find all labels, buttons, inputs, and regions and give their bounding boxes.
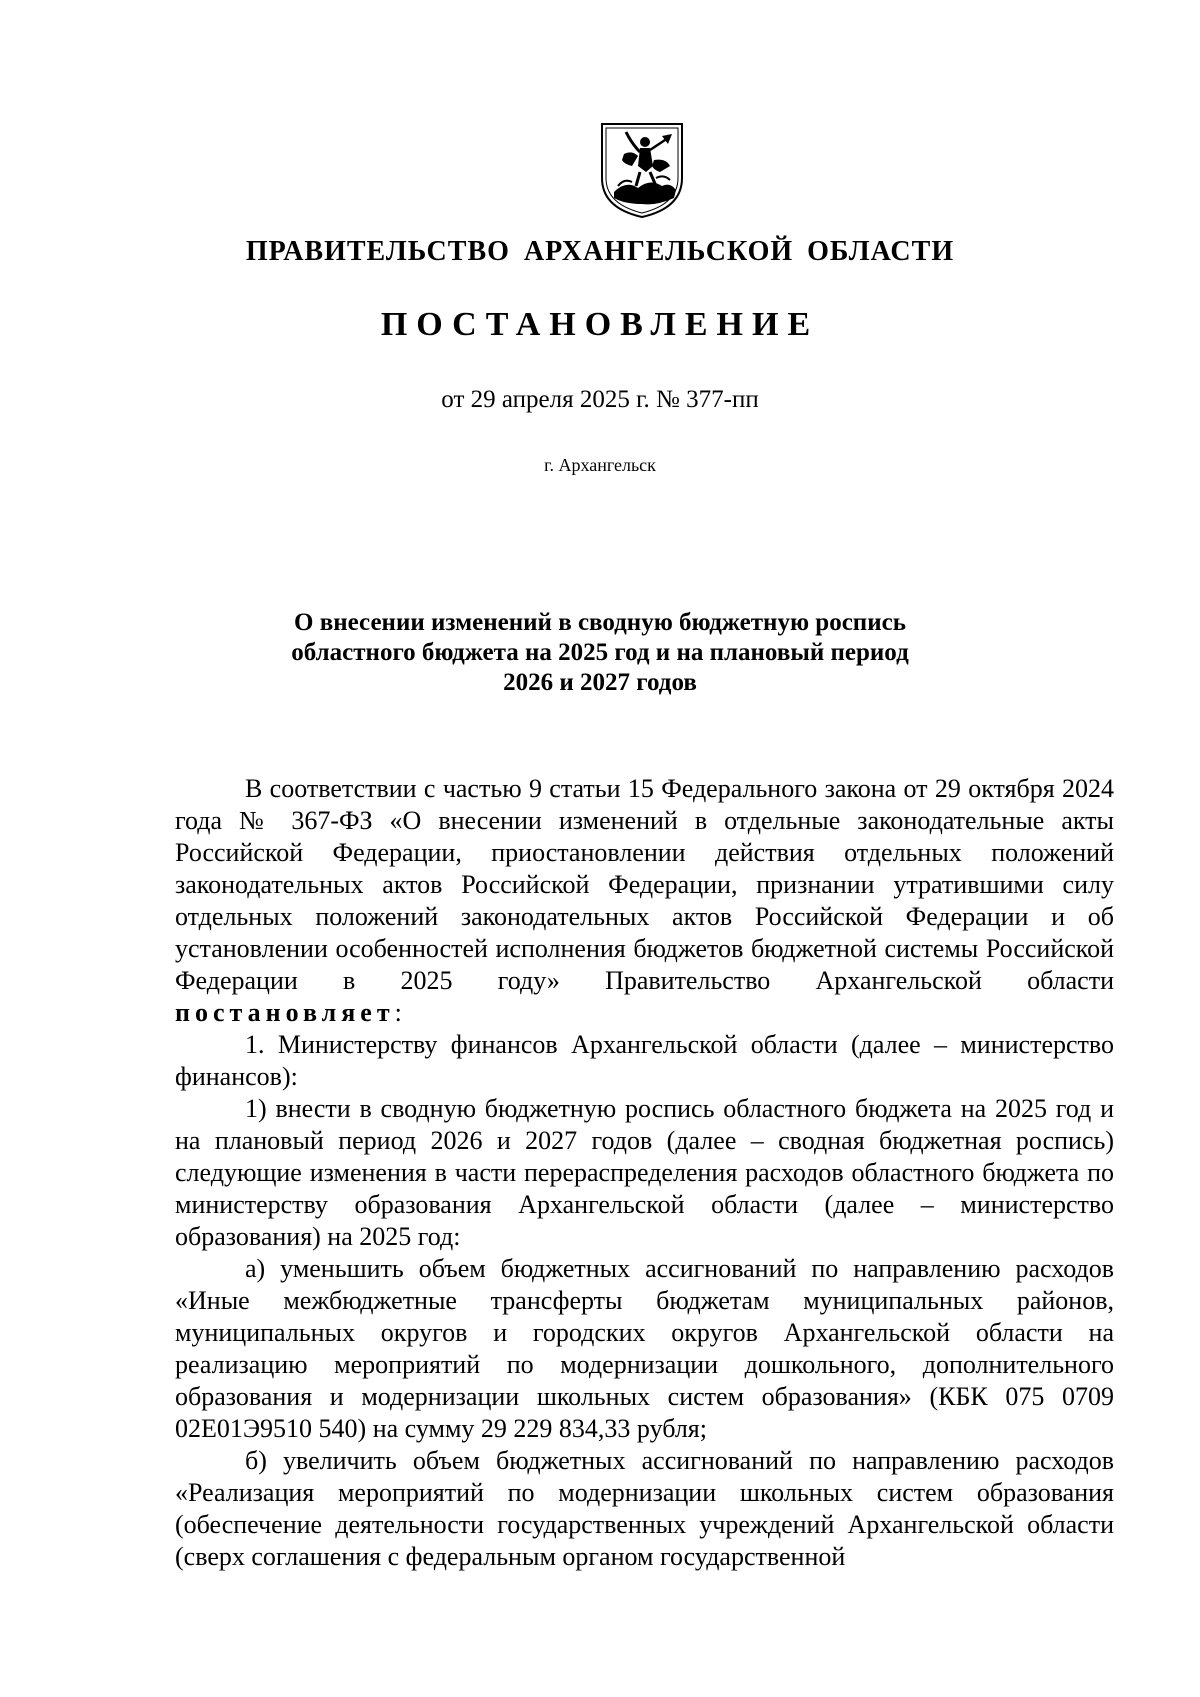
document-type-heading: ПОСТАНОВЛЕНИЕ: [380, 306, 820, 343]
decree-keyword: постановляет: [175, 998, 395, 1027]
document-body: [175, 773, 1114, 1573]
paragraph-subitem-a: а) уменьшить объем бюджетных ассигнований по направлению расходов «Иные межбюджетные трансферты бюджетам муниципальных районов, муниципальных округов и городских округов Архангельской области на реализацию мероприятий по модернизации дошкольного, дополнительного образования и модернизации школьных систем образования» (КБК 075 0709 02Е01Э9510 540) на сумму 29 229 834,33 рубля;: [175, 1254, 1114, 1443]
document-subject: [0, 608, 1200, 698]
subject-line-1: О внесении изменений в сводную бюджетную роспись: [294, 609, 906, 636]
paragraph-preamble: [175, 773, 1114, 1029]
paragraph-subitem-b: б) увеличить объем бюджетных ассигнований по направлению расходов «Реализация мероприятий по модернизации школьных систем образования (обеспечение деятельности государственных учреждений Архангельской области (сверх соглашения с федеральным органом государственной: [175, 1446, 1114, 1571]
subject-line-3: 2026 и 2027 годов: [503, 669, 697, 696]
subject-line-2: областного бюджета на 2025 год и на плановый период: [291, 639, 909, 666]
coat-of-arms-emblem: [596, 120, 688, 220]
preamble-text: В соответствии с частью 9 статьи 15 Федерального закона от 29 октября 2024 года № 367-ФЗ «О внесении изменений в отдельные законодательные акты Российской Федерации, приостановлении действия отдельных положений законодательных актов Российской Федерации, признании утратившими силу отдельных положений законодательных актов Российской Федерации и об установлении особенностей исполнения бюджетов бюджетной системы Российской Федерации в 2025 году» Правительство Архангельской области: [175, 774, 1114, 995]
government-title: ПРАВИТЕЛЬСТВО АРХАНГЕЛЬСКОЙ ОБЛАСТИ: [245, 236, 955, 267]
preamble-colon: :: [394, 998, 402, 1027]
document-city: г. Архангельск: [544, 455, 656, 475]
document-date-number: от 29 апреля 2025 г. № 377-пп: [441, 386, 759, 413]
paragraph-item-1: 1. Министерству финансов Архангельской области (далее – министерство финансов):: [175, 1030, 1114, 1091]
paragraph-subitem-1: 1) внести в сводную бюджетную роспись областного бюджета на 2025 год и на плановый период 2026 и 2027 годов (далее – сводная бюджетная роспись) следующие изменения в части перераспределения расходов областного бюджета по министерству образования Архангельской области (далее – министерство образования) на 2025 год:: [175, 1094, 1114, 1251]
